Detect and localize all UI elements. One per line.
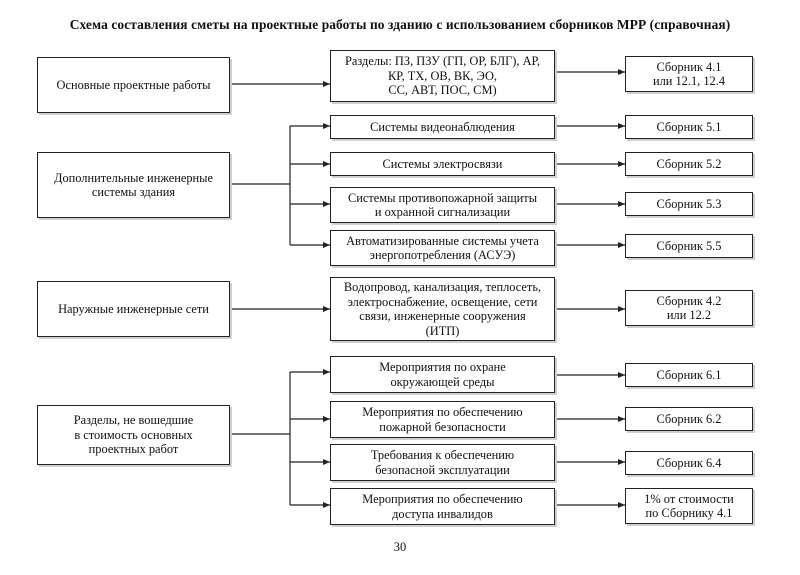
item-box-disabled-access: Мероприятия по обеспечению доступа инвалидов (330, 488, 555, 525)
ref-box-4-2: Сборник 4.2 или 12.2 (625, 290, 753, 326)
item-box-safe-operation: Требования к обеспечению безопасной эксплуатации (330, 444, 555, 481)
ref-box-5-1: Сборник 5.1 (625, 115, 753, 139)
ref-box-6-4: Сборник 6.4 (625, 451, 753, 475)
item-box-fire-safety: Мероприятия по обеспечению пожарной безопасности (330, 401, 555, 438)
item-box-fire-security: Системы противопожарной защиты и охранной сигнализации (330, 187, 555, 223)
ref-box-5-5: Сборник 5.5 (625, 234, 753, 258)
item-box-environment: Мероприятия по охране окружающей среды (330, 356, 555, 393)
category-box-additional-systems: Дополнительные инженерные системы здания (37, 152, 230, 218)
category-box-external-networks: Наружные инженерные сети (37, 281, 230, 337)
item-box-video-surveillance: Системы видеонаблюдения (330, 115, 555, 139)
item-box-sections-list: Разделы: ПЗ, ПЗУ (ГП, ОР, БЛГ), АР, КР, ТХ, ОВ, ВК, ЭО, СС, АВТ, ПОС, СМ) (330, 50, 555, 102)
ref-box-5-3: Сборник 5.3 (625, 192, 753, 216)
item-box-utilities: Водопровод, канализация, теплосеть, электроснабжение, освещение, сети связи, инженерные сооружения (ИТП) (330, 277, 555, 341)
ref-box-4-1: Сборник 4.1 или 12.1, 12.4 (625, 56, 753, 92)
page-number: 30 (393, 540, 407, 554)
ref-box-5-2: Сборник 5.2 (625, 152, 753, 176)
ref-box-one-percent: 1% от стоимости по Сборнику 4.1 (625, 488, 753, 524)
item-box-energy-metering: Автоматизированные системы учета энергопотребления (АСУЭ) (330, 230, 555, 266)
category-box-excluded-sections: Разделы, не вошедшие в стоимость основных проектных работ (37, 405, 230, 465)
item-box-telecom: Системы электросвязи (330, 152, 555, 176)
category-box-main-works: Основные проектные работы (37, 57, 230, 113)
ref-box-6-1: Сборник 6.1 (625, 363, 753, 387)
ref-box-6-2: Сборник 6.2 (625, 407, 753, 431)
page-title: Схема составления сметы на проектные работы по зданию с использованием сборников МРР (справочная) (69, 17, 731, 32)
